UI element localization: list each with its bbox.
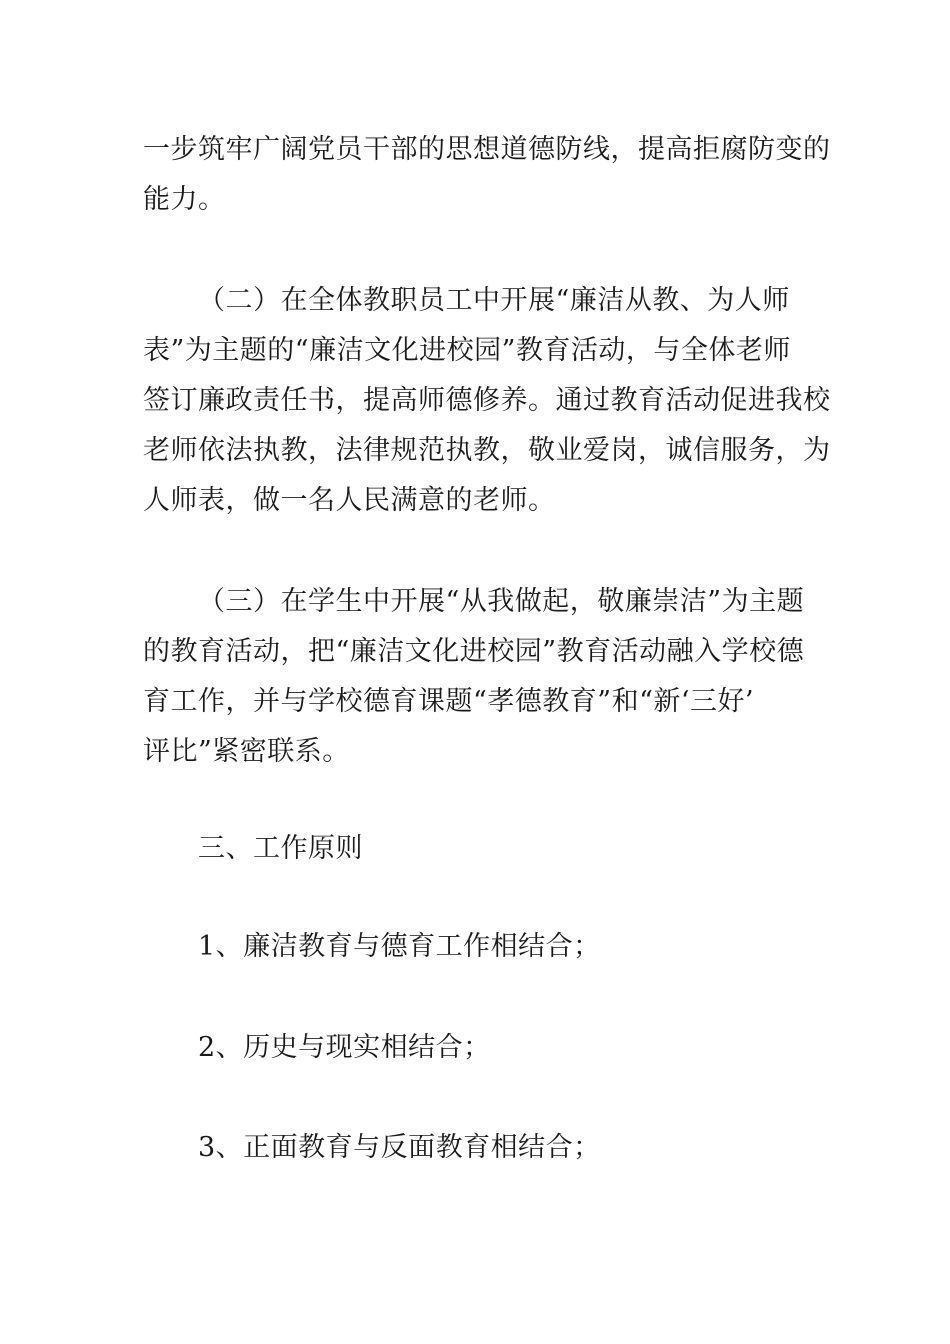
principle-item-2: 2、历史与现实相结合； <box>198 1032 491 1063</box>
paragraph-1-line-2: 能力。 <box>143 184 226 215</box>
paragraph-1-line-1: 一步筑牢广阔党员干部的思想道德防线，提高拒腐防变的 <box>143 134 831 165</box>
paragraph-2-line-2: 表”为主题的“廉洁文化进校园”教育活动，与全体老师 <box>143 335 791 366</box>
paragraph-3-line-1: （三）在学生中开展“从我做起，敬廉崇洁”为主题 <box>198 586 805 617</box>
paragraph-2-line-1: （二）在全体教职员工中开展“廉洁从教、为人师 <box>198 285 790 316</box>
paragraph-2-line-3: 签订廉政责任书，提高师德修养。通过教育活动促进我校 <box>143 385 831 416</box>
section-heading: 三、工作原则 <box>198 833 363 864</box>
paragraph-3-line-2: 的教育活动，把“廉洁文化进校园”教育活动融入学校德 <box>143 636 805 667</box>
paragraph-3-line-3: 育工作，并与学校德育课题“孝德教育”和“新‘三好’ <box>143 686 755 717</box>
principle-item-3: 3、正面教育与反面教育相结合； <box>198 1132 601 1163</box>
paragraph-2-line-5: 人师表，做一名人民满意的老师。 <box>143 485 556 516</box>
paragraph-2-line-4: 老师依法执教，法律规范执教，敬业爱岗，诚信服务，为 <box>143 435 831 466</box>
paragraph-3-line-4: 评比”紧密联系。 <box>143 736 350 767</box>
principle-item-1: 1、廉洁教育与德育工作相结合； <box>198 931 601 962</box>
